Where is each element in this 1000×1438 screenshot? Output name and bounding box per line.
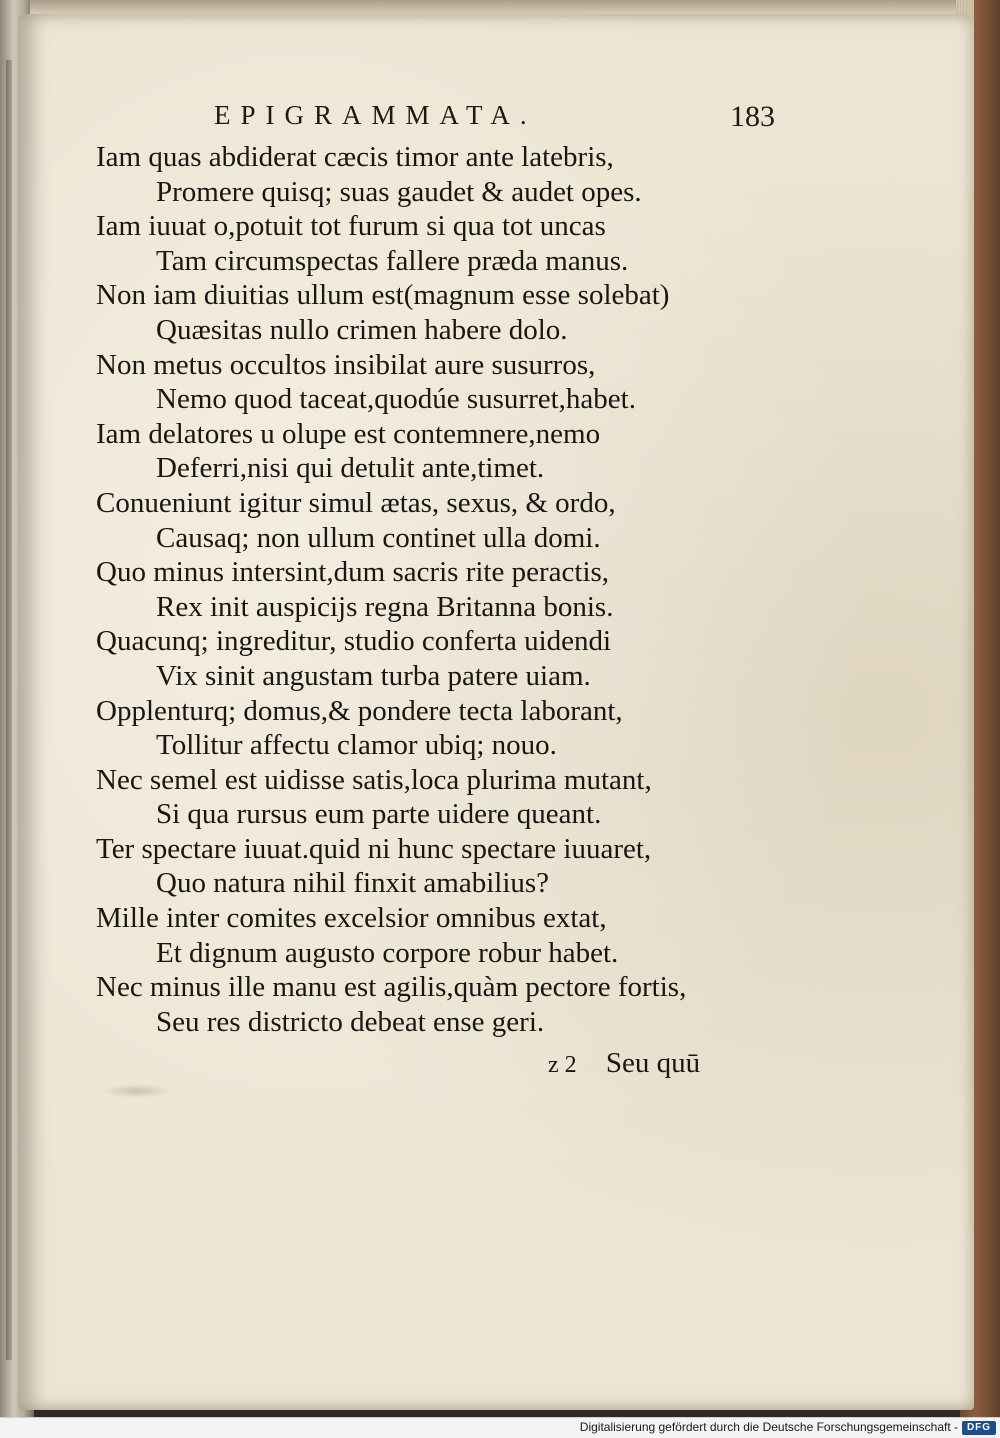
funding-text: Digitalisierung gefördert durch die Deutsche Forschungsgemeinschaft - — [579, 1420, 958, 1434]
verse-line: Conueniunt igitur simul ætas, sexus, & ordo, — [96, 486, 616, 519]
verse-line: Mille inter comites excelsior omnibus extat, — [96, 902, 607, 935]
catchword: Seu quū — [605, 1047, 701, 1079]
verse-line: Si qua rursus eum parte uidere queant. — [156, 798, 602, 831]
verse-line: Causaq; non ullum continet ulla domi. — [156, 521, 601, 554]
verse-line: Quo minus intersint,dum sacris rite peractis, — [96, 556, 610, 589]
verse-line: Iam quas abdiderat cæcis timor ante latebris, — [96, 141, 614, 173]
verse-line: Non iam diuitias ullum est(magnum esse solebat) — [96, 279, 670, 312]
verse-line: Ter spectare iuuat.quid ni hunc spectare iuuaret, — [96, 832, 652, 865]
signature-mark: z 2 — [548, 1052, 577, 1078]
verse-line: Tam circumspectas fallere præda manus. — [156, 244, 629, 277]
verse-line: Nec semel est uidisse satis,loca plurima mutant, — [96, 763, 652, 796]
catchword-line — [548, 1047, 748, 1080]
verse-line: Vix sinit angustam turba patere uiam. — [156, 659, 591, 692]
verse-line: Quo natura nihil finxit amabilius? — [156, 867, 550, 900]
verse-line: Quacunq; ingreditur, studio conferta uidendi — [96, 625, 612, 658]
funding-footer — [0, 1417, 1000, 1438]
verse-line: Iam delatores u olupe est contemnere,nemo — [96, 417, 601, 450]
verse-line: Opplenturq; domus,& pondere tecta laborant, — [96, 694, 623, 727]
verse-line: Rex init auspicijs regna Britanna bonis. — [156, 590, 614, 623]
book-page — [18, 14, 974, 1410]
ink-smudge — [102, 1084, 172, 1098]
dfg-logo[interactable]: DFG — [962, 1421, 996, 1435]
verse-line: Iam iuuat o,potuit tot furum si qua tot uncas — [96, 210, 606, 243]
show-through-text — [718, 114, 978, 1114]
verse-line: Nemo quod taceat,quodúe susurret,habet. — [156, 383, 636, 416]
verse-line: Tollitur affectu clamor ubiq; nouo. — [156, 729, 557, 762]
verse-line: Seu res districto debeat ense geri. — [156, 1005, 545, 1038]
poem-text — [96, 140, 736, 1039]
verse-line: Promere quisq; suas gaudet & audet opes. — [156, 175, 642, 208]
running-head: EPIGRAMMATA. — [214, 100, 537, 130]
verse-line: Non metus occultos insibilat aure susurros, — [96, 348, 596, 381]
verse-line: Nec minus ille manu est agilis,quàm pectore fortis, — [96, 971, 687, 1004]
verse-line: Quæsitas nullo crimen habere dolo. — [156, 313, 568, 346]
page-number: 183 — [730, 100, 775, 133]
verse-line: Et dignum augusto corpore robur habet. — [156, 936, 619, 969]
verse-line: Deferri,nisi qui detulit ante,timet. — [156, 452, 545, 485]
